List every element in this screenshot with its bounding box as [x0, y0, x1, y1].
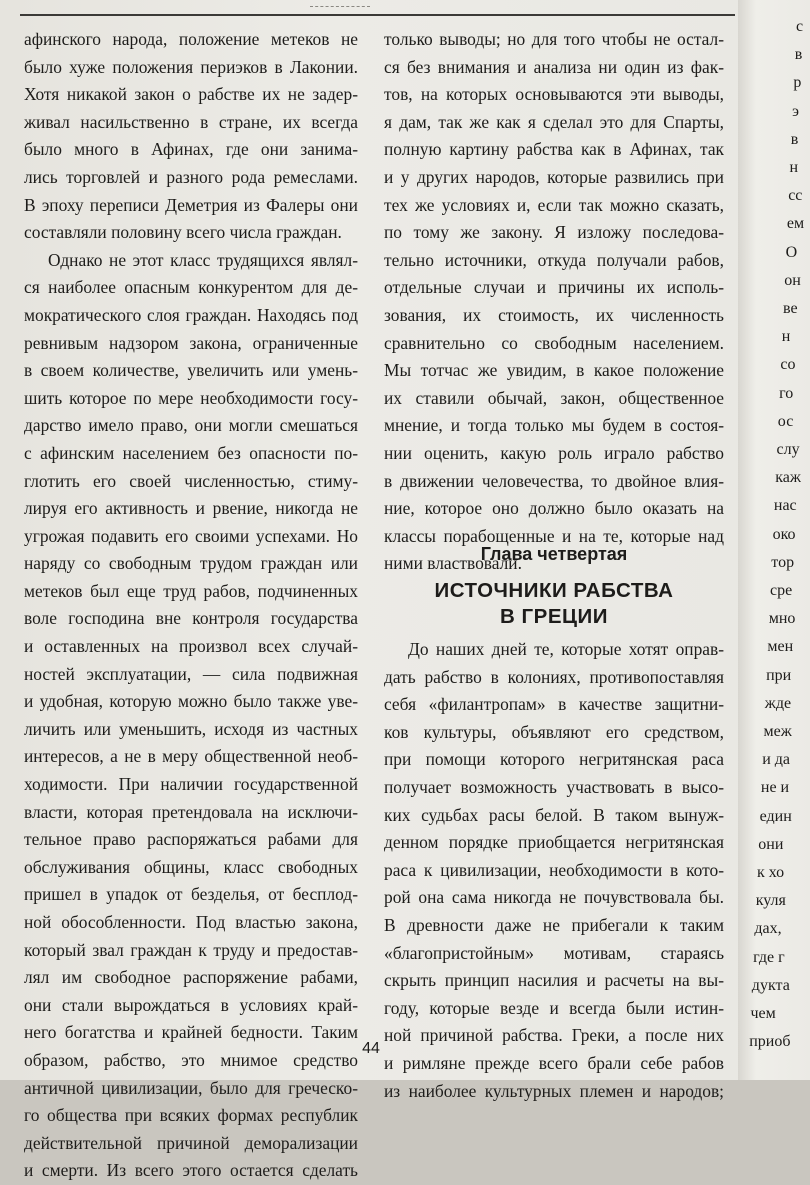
- next-page-fragment: он: [784, 271, 801, 289]
- header-rule: [20, 14, 735, 16]
- text-line: пришел в упадок от безделья, от бесплод-: [24, 884, 358, 905]
- next-page-fragment: н: [789, 159, 799, 176]
- next-page-fragment: слу: [776, 441, 800, 458]
- text-line: действительной причиной деморализации: [24, 1132, 358, 1153]
- text-line: было хуже положения периэков в Лаконии.: [24, 56, 358, 77]
- chapter-title-line-1: ИСТОЧНИКИ РАБСТВА: [434, 579, 674, 602]
- text-line: ся наиболее опасным конкурентом для де-: [24, 277, 358, 298]
- next-page-fragment: с: [796, 18, 804, 35]
- text-line: скрыть принцип насилия и расчеты на вы-: [384, 970, 724, 991]
- text-line: власти, которая претендовала на исключи-: [24, 801, 358, 822]
- text-line: ной обособленности. Под властью закона,: [24, 912, 358, 932]
- text-line: году, которые везде и всегда были истин-: [384, 997, 724, 1018]
- text-line: ходимости. При наличии государственной: [24, 774, 358, 795]
- text-line: ностей эксплуатации, — сила подвижная: [24, 663, 358, 684]
- next-page-fragment: н: [781, 328, 791, 346]
- text-line: только выводы; но для того чтобы не остал-: [384, 29, 724, 49]
- text-line: личить или уменьшить, исходя из частных: [24, 718, 358, 739]
- next-page-fragment: сре: [770, 582, 793, 599]
- text-line: ними властвовали.: [384, 553, 522, 574]
- text-line: ков культуры, объявляют его средством,: [384, 721, 724, 742]
- text-line: Мы тотчас же увидим, в какое положение: [384, 360, 724, 381]
- next-page-fragment: нас: [773, 497, 797, 515]
- next-page-fragment: со: [780, 356, 796, 374]
- next-page-fragment: они: [758, 835, 784, 853]
- text-line: воле господина вне контроля государства: [24, 608, 358, 629]
- text-line: него богатства и крайней бедности. Таким: [24, 1022, 358, 1043]
- next-page-fragment: где г: [753, 948, 785, 966]
- chapter-title: [384, 578, 724, 630]
- next-page-fragment: ос: [777, 412, 794, 430]
- text-line: лируя его активность и рвение, никогда не: [24, 498, 358, 519]
- text-line: ной причиной рабства. Греки, а после них: [384, 1025, 724, 1046]
- text-line: раса к цивилизации, необходимости в кото-: [384, 859, 724, 880]
- text-line: До наших дней те, которые хотят оправ-: [408, 639, 724, 659]
- next-page-fragment: мно: [768, 610, 796, 628]
- text-line: ние, которое оно должно было оказать на: [384, 498, 724, 519]
- text-line: образом, рабство, это мнимое средство: [24, 1049, 358, 1070]
- next-page-fragment: О: [785, 243, 798, 261]
- next-page-fragment: э: [792, 102, 799, 120]
- text-line: лись торговлей и разного рода ремеслами.: [24, 166, 358, 187]
- text-line: зования, их стоимость, их численность: [384, 304, 724, 325]
- text-line: дать рабство в колониях, противопоставляя: [384, 666, 724, 687]
- text-line: дарство имело право, они могли смешаться: [24, 415, 358, 436]
- text-line: Хотя никакой закон о рабстве их не задер-: [24, 84, 358, 105]
- text-line: отдельные случаи и причины их исполь-: [384, 277, 724, 298]
- text-line: рой она сама никогда не почувствовала бы.: [384, 887, 724, 908]
- next-page-fragment: дах,: [754, 920, 782, 938]
- text-line: в движении человечества, то двойное влия-: [384, 470, 724, 491]
- text-line: тельное право распоряжаться рабами для: [24, 829, 358, 850]
- next-page-fragment: при: [766, 666, 792, 684]
- text-line: тельно источники, откуда получали рабов,: [384, 249, 724, 270]
- text-line: В древности даже не прибегали к таким: [384, 914, 724, 935]
- next-page-fragment: каж: [775, 469, 801, 487]
- text-line: интересов, а не в меру общественной необ-: [24, 746, 358, 767]
- text-line: наряду со свободным трудом граждан или: [24, 553, 358, 574]
- text-line: составляли половину всего числа граждан.: [24, 222, 342, 243]
- text-line: себя «филантропам» в качестве защитни-: [384, 694, 724, 715]
- text-line: я дам, так же как я сделал это для Спарты,: [384, 111, 724, 132]
- next-page-fragment: ем: [786, 215, 805, 233]
- text-line: и римляне прежде всего брали себе рабов: [384, 1052, 724, 1073]
- text-line: их ставили обычай, закон, общественное: [384, 387, 724, 408]
- next-page-fragment: в: [794, 46, 803, 64]
- text-column-right-top: [384, 26, 724, 578]
- text-line: с афинским населением без опасности по-: [24, 442, 358, 463]
- text-line: афинского народа, положение метеков не: [24, 29, 358, 49]
- next-page-fragment: тор: [771, 553, 795, 571]
- text-line: угрожая подавить его своими успехами. Но: [24, 525, 358, 546]
- text-line: В эпоху переписи Деметрия из Фалеры они: [24, 194, 358, 215]
- next-page-fragment: ве: [783, 300, 798, 317]
- next-page-fragment: сс: [788, 187, 803, 205]
- text-column-left: [24, 26, 358, 1185]
- header-running-mark: [310, 0, 370, 7]
- text-line: Однако не этот класс трудящихся являл-: [48, 249, 358, 270]
- text-line: было много в Афинах, где они занима-: [24, 139, 358, 160]
- text-line: ревнивым надзором закона, ограниченные: [24, 332, 358, 353]
- text-line: при помощи которого негритянская раса: [384, 749, 724, 770]
- text-line: и оставленных на произвол всех случай-: [24, 636, 358, 657]
- text-line: тов, на которых основываются эти выводы,: [384, 84, 724, 105]
- chapter-title-line-2: В ГРЕЦИИ: [500, 605, 608, 628]
- text-column-right-bottom: [384, 636, 724, 1105]
- next-page-fragment: меж: [763, 723, 792, 740]
- text-line: и смерти. Из всего этого остается сделать: [24, 1160, 358, 1181]
- text-line: обслуживания общины, класс свободных: [24, 856, 358, 877]
- text-line: метеков был еще труд рабов, подчиненных: [24, 580, 358, 601]
- next-page-fragment: чем: [750, 1005, 776, 1022]
- text-line: классы порабощенные и на те, которые над: [384, 525, 724, 546]
- text-line: лял им свободное распоряжение рабами,: [24, 967, 358, 988]
- next-page-fragment: дукта: [751, 976, 790, 994]
- text-line: ся без внимания и анализа ни один из фак-: [384, 56, 724, 77]
- text-line: они стали вырождаться в условиях край-: [24, 994, 358, 1015]
- text-line: тех же условиях и, если так можно сказать,: [384, 194, 724, 215]
- next-page-fragment: и да: [762, 751, 790, 769]
- text-line: живал насильственно в стране, их всегда: [24, 111, 358, 132]
- text-line: го общества при всяких формах республик: [24, 1105, 358, 1126]
- next-page-fragment: не и: [760, 779, 790, 797]
- text-line: и у других народов, которые развились при: [384, 166, 724, 187]
- text-line: сравнительно со свободным населением.: [384, 332, 724, 353]
- next-page-fragment: жде: [764, 694, 792, 712]
- text-line: в своем количестве, увеличить или умень-: [24, 360, 358, 381]
- text-line: мократического слоя граждан. Находясь под: [24, 304, 358, 325]
- text-line: из наиболее культурных племен и народов;: [384, 1080, 724, 1101]
- next-page-fragment: р: [793, 74, 802, 92]
- next-page-fragment: око: [772, 525, 796, 543]
- next-page-fragment: в: [790, 130, 799, 148]
- next-page-fragment: приоб: [749, 1033, 791, 1051]
- chapter-label: Глава четвертая: [480, 544, 628, 564]
- text-line: и удобная, которую можно было также уве-: [24, 691, 358, 712]
- text-line: нии оценить, какую роль играло рабство: [384, 442, 724, 463]
- next-page-fragment: к хо: [757, 864, 785, 881]
- text-line: получает возможность участвовать в высо-: [384, 776, 724, 797]
- text-line: шить которое по мере необходимости госу-: [24, 387, 358, 408]
- text-line: глотить его своей численностью, стиму-: [24, 470, 358, 491]
- text-line: «благопристойным» мотивам, стараясь: [384, 942, 724, 963]
- text-line: мнение, и тогда только мы будем в состоя-: [384, 415, 724, 436]
- next-page-fragment: го: [779, 384, 794, 402]
- text-line: по тому же закону. Я изложу последова-: [384, 222, 724, 243]
- text-line: который звал граждан к труду и предостав-: [24, 939, 358, 960]
- next-page-fragment: мен: [767, 638, 794, 656]
- next-page-fragment: куля: [755, 892, 786, 910]
- text-line: ких судьбах расы белой. В таком вынуж-: [384, 804, 724, 825]
- text-line: античной цивилизации, было для греческо-: [24, 1077, 358, 1098]
- text-line: денном порядке приобщается негритянская: [384, 832, 724, 853]
- next-page-fragment: един: [759, 807, 792, 825]
- next-page-edge: [738, 0, 810, 1080]
- page-number: 44: [362, 1040, 380, 1057]
- text-line: полную картину рабства как в Афинах, так: [384, 139, 724, 160]
